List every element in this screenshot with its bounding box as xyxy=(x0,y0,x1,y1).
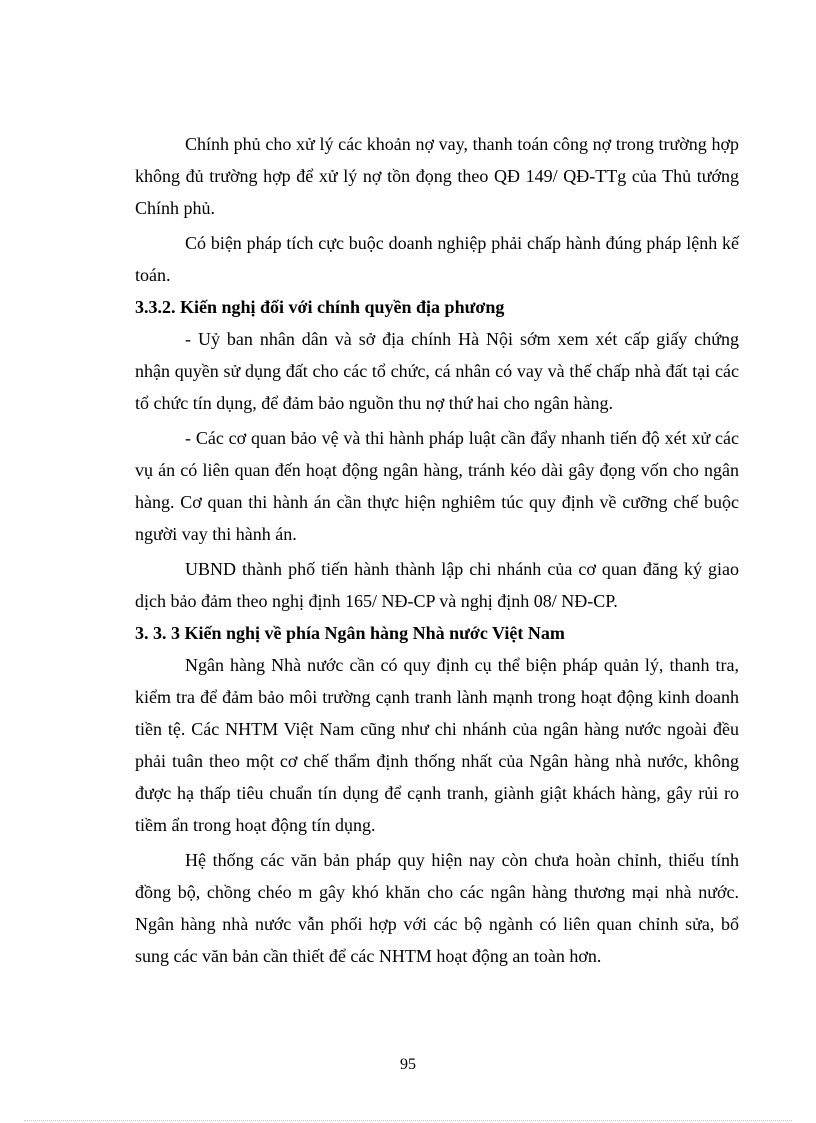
page-content xyxy=(135,128,739,972)
paragraph-law-enforcement: - Các cơ quan bảo vệ và thi hành pháp luật cần đẩy nhanh tiến độ xét xử các vụ án có liên quan đến hoạt động ngân hàng, tránh kéo dài gây đọng vốn cho ngân hàng. Cơ quan thi hành án cần thực hiện nghiêm túc quy định về cưỡng chế buộc người vay thi hành án. xyxy=(135,428,739,544)
paragraph-government-debt: Chính phủ cho xử lý các khoản nợ vay, thanh toán công nợ trong trường hợp không đủ trường hợp để xử lý nợ tồn đọng theo QĐ 149/ QĐ-TTg của Thủ tướng Chính phủ. xyxy=(135,134,739,218)
paragraph-state-bank-regulation: Ngân hàng Nhà nước cần có quy định cụ thể biện pháp quản lý, thanh tra, kiểm tra để đảm bảo môi trường cạnh tranh lành mạnh trong hoạt động kinh doanh tiền tệ. Các NHTM Việt Nam cũng như chi nhánh của ngân hàng nước ngoài đều phải tuân theo một cơ chế thẩm định thống nhất của Ngân hàng nhà nước, không được hạ thấp tiêu chuẩn tín dụng để cạnh tranh, giành giật khách hàng, gây rủi ro tiềm ẩn trong hoạt động tín dụng. xyxy=(135,655,739,835)
section-heading-local-government: 3.3.2. Kiến nghị đối với chính quyền địa phương xyxy=(135,297,505,317)
section-heading-state-bank: 3. 3. 3 Kiến nghị về phía Ngân hàng Nhà nước Việt Nam xyxy=(135,623,565,643)
paragraph-legal-documents: Hệ thống các văn bản pháp quy hiện nay còn chưa hoàn chỉnh, thiếu tính đồng bộ, chồng chéo m gây khó khăn cho các ngân hàng thương mại nhà nước. Ngân hàng nhà nước vẫn phối hợp với các bộ ngành có liên quan chỉnh sửa, bổ sung các văn bản cần thiết để các NHTM hoạt động an toàn hơn. xyxy=(135,850,739,966)
paragraph-land-use-certificate: - Uỷ ban nhân dân và sở địa chính Hà Nội sớm xem xét cấp giấy chứng nhận quyền sử dụng đất cho các tổ chức, cá nhân có vay và thế chấp nhà đất tại các tổ chức tín dụng, để đảm bảo nguồn thu nợ thứ hai cho ngân hàng. xyxy=(135,329,739,413)
page-number: 95 xyxy=(400,1056,416,1073)
paragraph-accounting-ordinance: Có biện pháp tích cực buộc doanh nghiệp phải chấp hành đúng pháp lệnh kế toán. xyxy=(135,233,739,285)
footer-divider xyxy=(24,1120,792,1121)
paragraph-registration-branch: UBND thành phố tiến hành thành lập chi nhánh của cơ quan đăng ký giao dịch bảo đảm theo nghị định 165/ NĐ-CP và nghị định 08/ NĐ-CP. xyxy=(135,559,739,611)
